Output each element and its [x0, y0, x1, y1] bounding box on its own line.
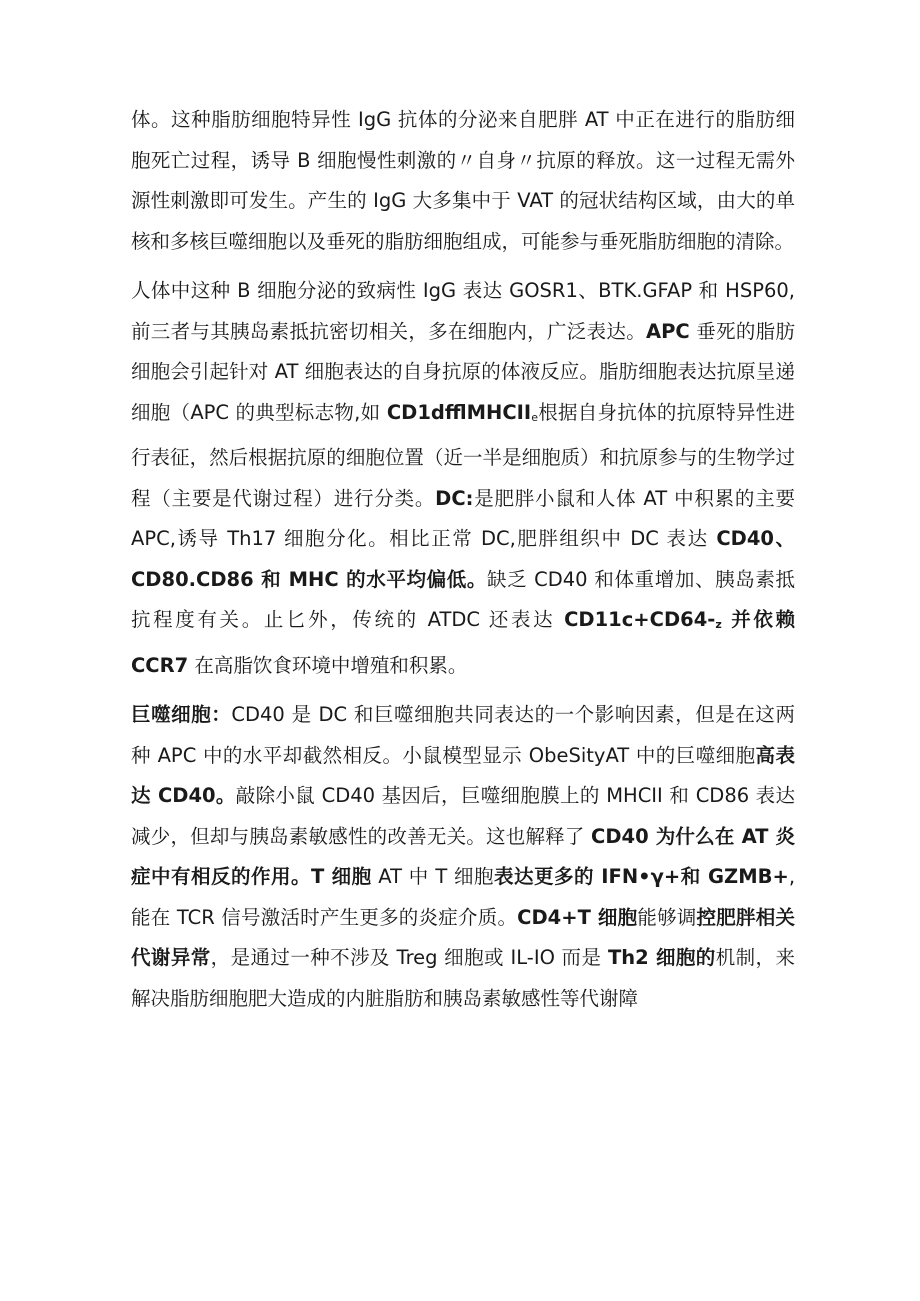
- bold-run: CD11c+CD64-: [564, 608, 716, 631]
- text-run: 敲除小鼠 CD40 基因后，巨噬细胞膜上的 MHCII 和 CD86 表达减少，但却与胰岛素敏感性的改善无关。这也解释了: [131, 784, 795, 848]
- text-run: 根据自身抗体的抗原特异性进行表征，然后根据抗原的细胞位置（近一半是细胞质）和抗原参与的生物学过程（主要是代谢过程）进行分类。: [131, 400, 795, 510]
- bold-run: 高表达 CD40。: [131, 743, 795, 807]
- bold-run: CD40、CD80.CD86 和 MHC 的水平均偏低。: [131, 527, 795, 591]
- paragraph-2: [131, 271, 795, 686]
- document-body: [131, 100, 795, 1019]
- subscript-run: z: [715, 618, 722, 631]
- bold-run: 表达更多的 IFN•γ+和 GZMB+: [494, 865, 789, 888]
- text-run: 缺乏 CD40 和体重增加、胰岛素抵抗程度有关。止匕外，传统的 ATDC 还表达: [131, 567, 796, 631]
- text-run: ，是通过一种不涉及 Treg 细胞或 IL-IO 而是: [210, 946, 608, 969]
- text-run: 机制，来解决脂肪细胞肥大造成的内脏脂肪和胰岛素敏感性等代谢障: [131, 946, 795, 1010]
- bold-run: APC: [646, 319, 690, 343]
- text-run: 在高脂饮食环境中增殖和积累。: [188, 653, 468, 677]
- text-run: ,能在 TCR 信号激活时产生更多的炎症介质。: [131, 865, 796, 929]
- bold-run: DC:: [435, 486, 474, 510]
- subscript-run: e: [531, 410, 538, 424]
- text-run: 垂死的脂肪细胞会引起针对 AT 细胞表达的自身抗原的体液反应。脂肪细胞表达抗原呈递细胞（APC 的典型标志物,如: [131, 319, 795, 424]
- text-run: CD40 是 DC 和巨噬细胞共同表达的一个影响因素，但是在这两种 APC 中的水平却截然相反。小鼠模型显示 ObeSityAT 中的巨噬细胞: [131, 703, 795, 767]
- bold-run: CD40 为什么在 AT 炎症中有相反的作用。T 细胞: [131, 824, 795, 888]
- text-run: AT 中 T 细胞: [371, 865, 495, 888]
- bold-run: Th2 细胞的: [608, 946, 716, 969]
- bold-run: 巨噬细胞：: [131, 703, 232, 726]
- paragraph-3: [131, 695, 795, 1019]
- bold-run: CD4+T 细胞: [517, 905, 638, 929]
- paragraph-1: [131, 100, 795, 262]
- bold-run: CD1dfflMHCII: [386, 400, 532, 424]
- bold-run: 并依赖 CCR7: [131, 608, 795, 677]
- text-run: 体。这种脂肪细胞特异性 IgG 抗体的分泌来自肥胖 AT 中正在进行的脂肪细胞死亡过程，诱导 B 细胞慢性刺激的〃自身〃抗原的释放。这一过程无需外源性刺激即可发生。产生的 IgG 大多集中于 VAT 的冠状结构区域，由大的单核和多核巨噬细胞以及垂死的脂肪细胞组成，可能参与垂死脂肪细胞的清除。: [131, 108, 795, 253]
- text-run: 是肥胖小鼠和人体 AT 中积累的主要 APC,诱导 Th17 细胞分化。相比正常 DC,肥胖组织中 DC 表达: [131, 486, 795, 550]
- text-run: 能够调: [637, 905, 697, 929]
- text-run: 人体中这种 B 细胞分泌的致病性 IgG 表达 GOSR1、BTK.GFAP 和 HSP60,前三者与其胰岛素抵抗密切相关，多在细胞内，广泛表达。: [131, 279, 795, 343]
- bold-run: 控肥胖相关代谢异常: [131, 905, 795, 969]
